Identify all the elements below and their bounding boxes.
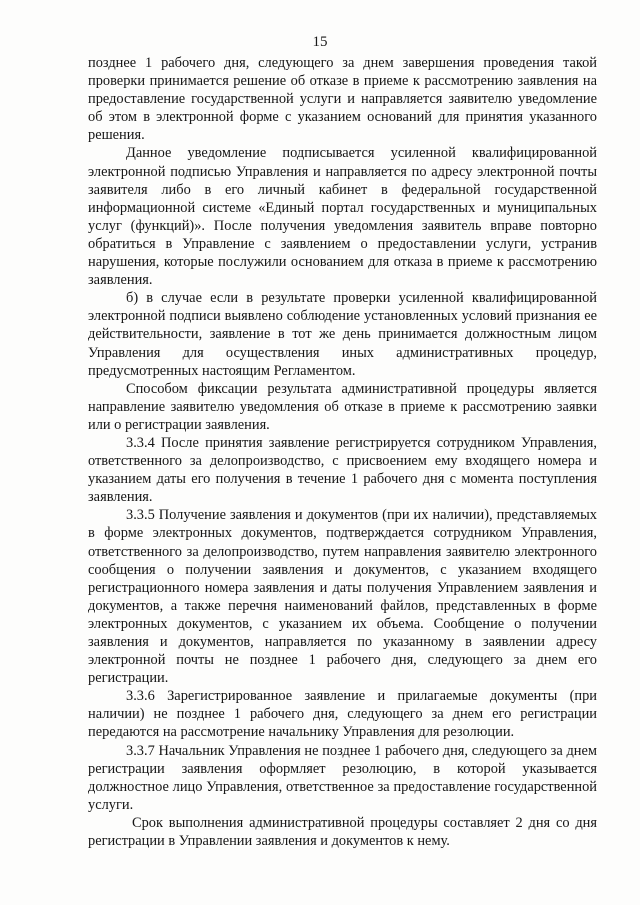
paragraph-continuation: позднее 1 рабочего дня, следующего за днем завершения проведения такой проверки принимается решение об отказе в приеме к рассмотрению заявления на предоставление государственной услуги и направляется заявителю уведомление об этом в электронной форме с указанием оснований для принятия указанного решения. (88, 55, 597, 144)
paragraph-item-b: б) в случае если в результате проверки усиленной квалифицированной электронной подписи выявлено соблюдение установленных условий признания ее действительности, заявление в тот же день принимается должностным лицом Управления для осуществления иных административных процедур, предусмотренных настоящим Регламентом. (88, 290, 597, 379)
paragraph-procedure-term: Срок выполнения административной процедуры составляет 2 дня со дня регистрации в Управлении заявления и документов к нему. (88, 814, 597, 850)
paragraph-3-3-7: 3.3.7 Начальник Управления не позднее 1 рабочего дня, следующего за днем регистрации заявления оформляет резолюцию, в которой указывается должностное лицо Управления, ответственное за предоставление государственной услуги. (88, 742, 597, 813)
paragraph-3-3-4: 3.3.4 После принятия заявление регистрируется сотрудником Управления, ответственного за делопроизводство, с присвоением ему входящего номера и указанием даты его получения в течение 1 рабочего дня с момента поступления заявления. (88, 434, 597, 506)
paragraph-fixation-method: Способом фиксации результата административной процедуры является направление заявителю уведомления об отказе в приеме к рассмотрению заявки или о регистрации заявления. (88, 380, 597, 433)
page-number: 15 (312, 34, 328, 50)
paragraph-notification: Данное уведомление подписывается усиленной квалифицированной электронной подписью Управления и направляется по адресу электронной почты заявителя либо в его личный кабинет в федеральной государственной информационной системе «Единый портал государственных и муниципальных услуг (функций)». После получения уведомления заявитель вправе повторно обратиться в Управление с заявлением о предоставлении услуги, устранив нарушения, которые послужили основанием для отказа в приеме к рассмотрению заявления. (88, 145, 597, 289)
paragraph-3-3-6: 3.3.6 Зарегистрированное заявление и прилагаемые документы (при наличии) не позднее 1 рабочего дня, следующего за днем его регистрации передаются на рассмотрение начальнику Управления для резолюции. (88, 688, 597, 741)
document-body (88, 54, 597, 850)
paragraph-3-3-5: 3.3.5 Получение заявления и документов (при их наличии), представляемых в форме электронных документов, подтверждается сотрудником Управления, ответственного за делопроизводство, путем направления заявителю электронного сообщения о получении заявления и документов, с указанием входящего регистрационного номера заявления и даты получения Управлением заявления и документов, а также перечня наименований файлов, представленных в форме электронных документов, с указанием их объема. Сообщение о получении заявления и документов, направляется по указанному в заявлении адресу электронной почты не позднее 1 рабочего дня, следующего за днем его регистрации. (88, 507, 597, 687)
